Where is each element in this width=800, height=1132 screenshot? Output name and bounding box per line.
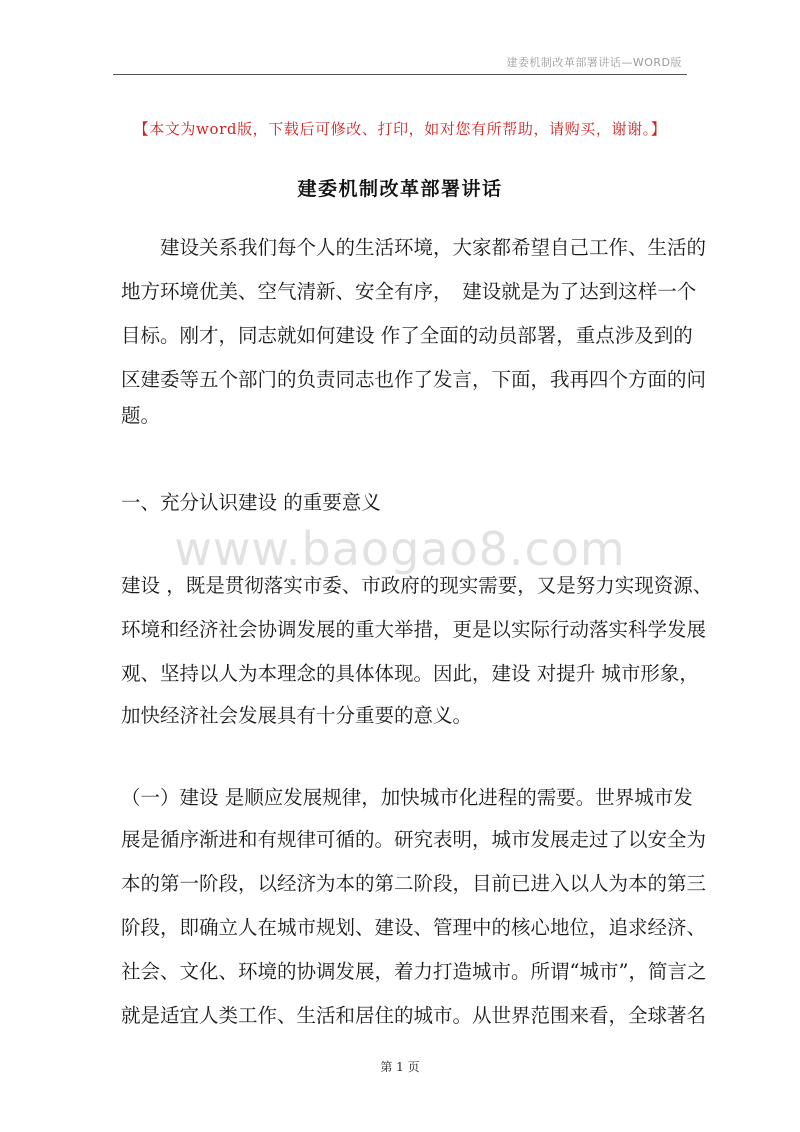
text-line: 题。	[121, 404, 161, 427]
header-rule	[113, 74, 687, 75]
text-line: 阶段，即确立人在城市规划、建设、管理中的核心地位，追求经济、	[121, 916, 707, 939]
text-line: 社会、文化、环境的协调发展，着力打造城市。所谓“城市”，简言之	[121, 960, 707, 983]
text-line: 地方环境优美、空气清新、安全有序， 建设就是为了达到这样一个	[121, 280, 697, 303]
text-line: 展是循序渐进和有规律可循的。研究表明，城市发展走过了以安全为	[121, 828, 707, 851]
page-number: 第 1 页	[380, 1060, 420, 1074]
text-line: 环境和经济社会协调发展的重大举措，更是以实际行动落实科学发展	[121, 618, 707, 641]
text-line: 观、坚持以人为本理念的具体体现。因此，建设 对提升 城市形象，	[121, 662, 699, 685]
text-line: 建设 ，既是贯彻落实市委、市政府的现实需要，又是努力实现资源、	[121, 574, 713, 597]
text-line: 本的第一阶段，以经济为本的第二阶段，目前已进入以人为本的第三	[121, 872, 707, 895]
text-line: 目标。刚才，同志就如何建设 作了全面的动员部署，重点涉及到的	[121, 324, 693, 347]
text-line: 区建委等五个部门的负责同志也作了发言，下面，我再四个方面的问	[121, 368, 707, 391]
text-line: 加快经济社会发展具有十分重要的意义。	[121, 704, 473, 727]
section-heading: 一、充分认识建设 的重要意义	[121, 491, 381, 514]
text-line: （一）建设 是顺应发展规律，加快城市化进程的需要。世界城市发	[121, 786, 693, 809]
document-title: 建委机制改革部署讲话	[297, 178, 503, 200]
watermark: www.baogao8.com	[174, 522, 626, 576]
text-line: 建设关系我们每个人的生活环境，大家都希望自己工作、生活的	[121, 236, 707, 259]
running-header: 建委机制改革部署讲话—WORD版	[506, 56, 682, 69]
purchase-notice: 【本文为word版，下载后可修改、打印，如对您有所帮助，请购买，谢谢。】	[133, 120, 667, 138]
text-line: 就是适宜人类工作、生活和居住的城市。从世界范围来看，全球著名	[121, 1004, 707, 1027]
